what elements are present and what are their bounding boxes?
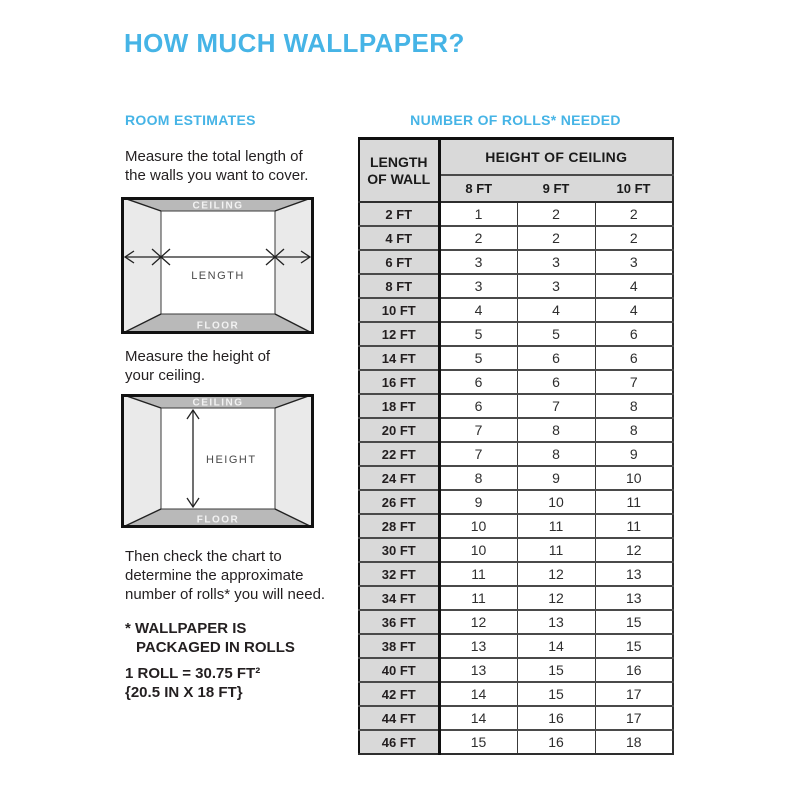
wall-length-cell: 8 FT [359, 274, 439, 298]
step2-line2: your ceiling. [125, 367, 206, 384]
rolls-value-cell: 13 [439, 658, 517, 682]
rolls-value-cell: 5 [517, 322, 595, 346]
rolls-value-cell: 10 [439, 514, 517, 538]
wall-length-cell: 2 FT [359, 202, 439, 226]
step1-line1: Measure the total length of [125, 148, 303, 165]
rolls-value-cell: 6 [595, 346, 673, 370]
wall-length-cell: 30 FT [359, 538, 439, 562]
column-header-9ft: 9 FT [517, 175, 595, 202]
room-estimates-heading: ROOM ESTIMATES [125, 112, 256, 128]
rolls-needed-heading: NUMBER OF ROLLS* NEEDED [410, 112, 621, 128]
wall-length-cell: 34 FT [359, 586, 439, 610]
length-of-wall-line2: OF WALL [367, 170, 431, 187]
rolls-value-cell: 3 [595, 250, 673, 274]
height-label: HEIGHT [206, 454, 257, 466]
rolls-value-cell: 2 [595, 226, 673, 250]
rolls-value-cell: 2 [517, 226, 595, 250]
rolls-value-cell: 7 [439, 418, 517, 442]
rolls-value-cell: 16 [517, 706, 595, 730]
rolls-value-cell: 2 [517, 202, 595, 226]
table-row [359, 226, 673, 250]
table-row [359, 538, 673, 562]
rolls-value-cell: 14 [439, 682, 517, 706]
roll-size-info [125, 664, 345, 702]
rolls-table-header [359, 139, 673, 203]
rolls-value-cell: 16 [517, 730, 595, 754]
wall-length-cell: 42 FT [359, 682, 439, 706]
rolls-value-cell: 12 [517, 586, 595, 610]
right-wall-face [275, 197, 314, 334]
table-row [359, 490, 673, 514]
rolls-value-cell: 3 [517, 274, 595, 298]
step3-line3: number of rolls* you will need. [125, 586, 326, 603]
table-row [359, 442, 673, 466]
rolls-value-cell: 4 [595, 298, 673, 322]
wall-length-cell: 16 FT [359, 370, 439, 394]
rolls-value-cell: 6 [517, 370, 595, 394]
wall-length-cell: 6 FT [359, 250, 439, 274]
rolls-value-cell: 6 [439, 394, 517, 418]
length-of-wall-header [359, 139, 439, 203]
rolls-value-cell: 7 [595, 370, 673, 394]
rolls-value-cell: 9 [439, 490, 517, 514]
rolls-value-cell: 6 [595, 322, 673, 346]
rolls-value-cell: 10 [439, 538, 517, 562]
rolls-value-cell: 8 [517, 418, 595, 442]
wall-length-cell: 38 FT [359, 634, 439, 658]
rolls-value-cell: 2 [439, 226, 517, 250]
wall-length-cell: 12 FT [359, 322, 439, 346]
rolls-value-cell: 10 [517, 490, 595, 514]
rolls-value-cell: 11 [517, 514, 595, 538]
rolls-value-cell: 11 [595, 490, 673, 514]
rolls-value-cell: 11 [517, 538, 595, 562]
rolls-value-cell: 13 [595, 586, 673, 610]
wall-length-cell: 14 FT [359, 346, 439, 370]
rolls-value-cell: 12 [439, 610, 517, 634]
rolls-value-cell: 6 [517, 346, 595, 370]
table-row [359, 250, 673, 274]
wall-length-cell: 24 FT [359, 466, 439, 490]
step1-text [125, 147, 345, 185]
rolls-value-cell: 8 [595, 418, 673, 442]
note-line2: PACKAGED IN ROLLS [136, 639, 295, 656]
length-label: LENGTH [191, 270, 245, 282]
step3-text [125, 547, 345, 604]
rolls-value-cell: 9 [517, 466, 595, 490]
left-wall-face [121, 197, 161, 334]
wall-length-cell: 44 FT [359, 706, 439, 730]
roll-size-line1: 1 ROLL = 30.75 FT² [125, 665, 261, 682]
wall-length-cell: 46 FT [359, 730, 439, 754]
length-room-diagram [121, 197, 314, 334]
column-header-8ft: 8 FT [439, 175, 517, 202]
rolls-value-cell: 5 [439, 346, 517, 370]
rolls-value-cell: 7 [439, 442, 517, 466]
rolls-value-cell: 13 [595, 562, 673, 586]
table-row [359, 586, 673, 610]
rolls-value-cell: 12 [517, 562, 595, 586]
page-title: HOW MUCH WALLPAPER? [124, 28, 465, 58]
wall-length-cell: 18 FT [359, 394, 439, 418]
rolls-value-cell: 13 [517, 610, 595, 634]
rolls-value-cell: 13 [439, 634, 517, 658]
wall-length-cell: 26 FT [359, 490, 439, 514]
rolls-value-cell: 14 [517, 634, 595, 658]
table-row [359, 706, 673, 730]
table-row [359, 610, 673, 634]
rolls-value-cell: 4 [439, 298, 517, 322]
table-row [359, 370, 673, 394]
rolls-value-cell: 11 [439, 586, 517, 610]
table-row [359, 346, 673, 370]
wall-length-cell: 32 FT [359, 562, 439, 586]
table-row [359, 274, 673, 298]
left-wall-face [121, 394, 161, 528]
rolls-value-cell: 12 [595, 538, 673, 562]
rolls-table [358, 137, 674, 755]
table-row [359, 634, 673, 658]
rolls-value-cell: 15 [517, 658, 595, 682]
height-room-diagram [121, 394, 314, 528]
rolls-value-cell: 17 [595, 682, 673, 706]
rolls-value-cell: 18 [595, 730, 673, 754]
rolls-value-cell: 6 [439, 370, 517, 394]
wall-length-cell: 28 FT [359, 514, 439, 538]
rolls-value-cell: 8 [439, 466, 517, 490]
rolls-value-cell: 14 [439, 706, 517, 730]
rolls-value-cell: 8 [595, 394, 673, 418]
rolls-value-cell: 15 [517, 682, 595, 706]
ceiling-label: CEILING [192, 200, 244, 212]
rolls-value-cell: 15 [439, 730, 517, 754]
step1-line2: the walls you want to cover. [125, 167, 309, 184]
rolls-value-cell: 3 [439, 250, 517, 274]
table-row [359, 514, 673, 538]
step2-text [125, 347, 345, 385]
table-row [359, 466, 673, 490]
table-row [359, 202, 673, 226]
table-row [359, 682, 673, 706]
rolls-value-cell: 3 [517, 250, 595, 274]
rolls-value-cell: 4 [517, 298, 595, 322]
rolls-value-cell: 1 [439, 202, 517, 226]
rolls-value-cell: 2 [595, 202, 673, 226]
step3-line1: Then check the chart to [125, 548, 282, 565]
rolls-value-cell: 15 [595, 610, 673, 634]
rolls-value-cell: 5 [439, 322, 517, 346]
table-row [359, 562, 673, 586]
note-line1: * WALLPAPER IS [125, 620, 247, 637]
table-row [359, 298, 673, 322]
column-header-10ft: 10 FT [595, 175, 673, 202]
table-row [359, 730, 673, 754]
step3-line2: determine the approximate [125, 567, 304, 584]
rolls-value-cell: 4 [595, 274, 673, 298]
rolls-table-container [358, 137, 674, 755]
right-wall-face [275, 394, 314, 528]
ceiling-label: CEILING [192, 397, 244, 409]
rolls-value-cell: 17 [595, 706, 673, 730]
rolls-value-cell: 9 [595, 442, 673, 466]
rolls-value-cell: 10 [595, 466, 673, 490]
wall-length-cell: 20 FT [359, 418, 439, 442]
wall-length-cell: 22 FT [359, 442, 439, 466]
back-wall-face [161, 211, 275, 314]
rolls-table-body [359, 202, 673, 754]
floor-label: FLOOR [196, 514, 240, 526]
step2-line1: Measure the height of [125, 348, 271, 365]
table-row [359, 322, 673, 346]
floor-label: FLOOR [196, 320, 240, 332]
rolls-value-cell: 15 [595, 634, 673, 658]
roll-size-line2: {20.5 IN X 18 FT} [125, 684, 243, 701]
height-of-ceiling-header: HEIGHT OF CEILING [439, 139, 673, 176]
rolls-value-cell: 11 [439, 562, 517, 586]
rolls-value-cell: 8 [517, 442, 595, 466]
packaging-note [125, 619, 345, 657]
wall-length-cell: 36 FT [359, 610, 439, 634]
wall-length-cell: 4 FT [359, 226, 439, 250]
length-of-wall-line1: LENGTH [369, 153, 428, 170]
table-row [359, 658, 673, 682]
wall-length-cell: 40 FT [359, 658, 439, 682]
rolls-value-cell: 7 [517, 394, 595, 418]
rolls-value-cell: 11 [595, 514, 673, 538]
rolls-value-cell: 16 [595, 658, 673, 682]
wall-length-cell: 10 FT [359, 298, 439, 322]
table-row [359, 418, 673, 442]
table-row [359, 394, 673, 418]
rolls-value-cell: 3 [439, 274, 517, 298]
